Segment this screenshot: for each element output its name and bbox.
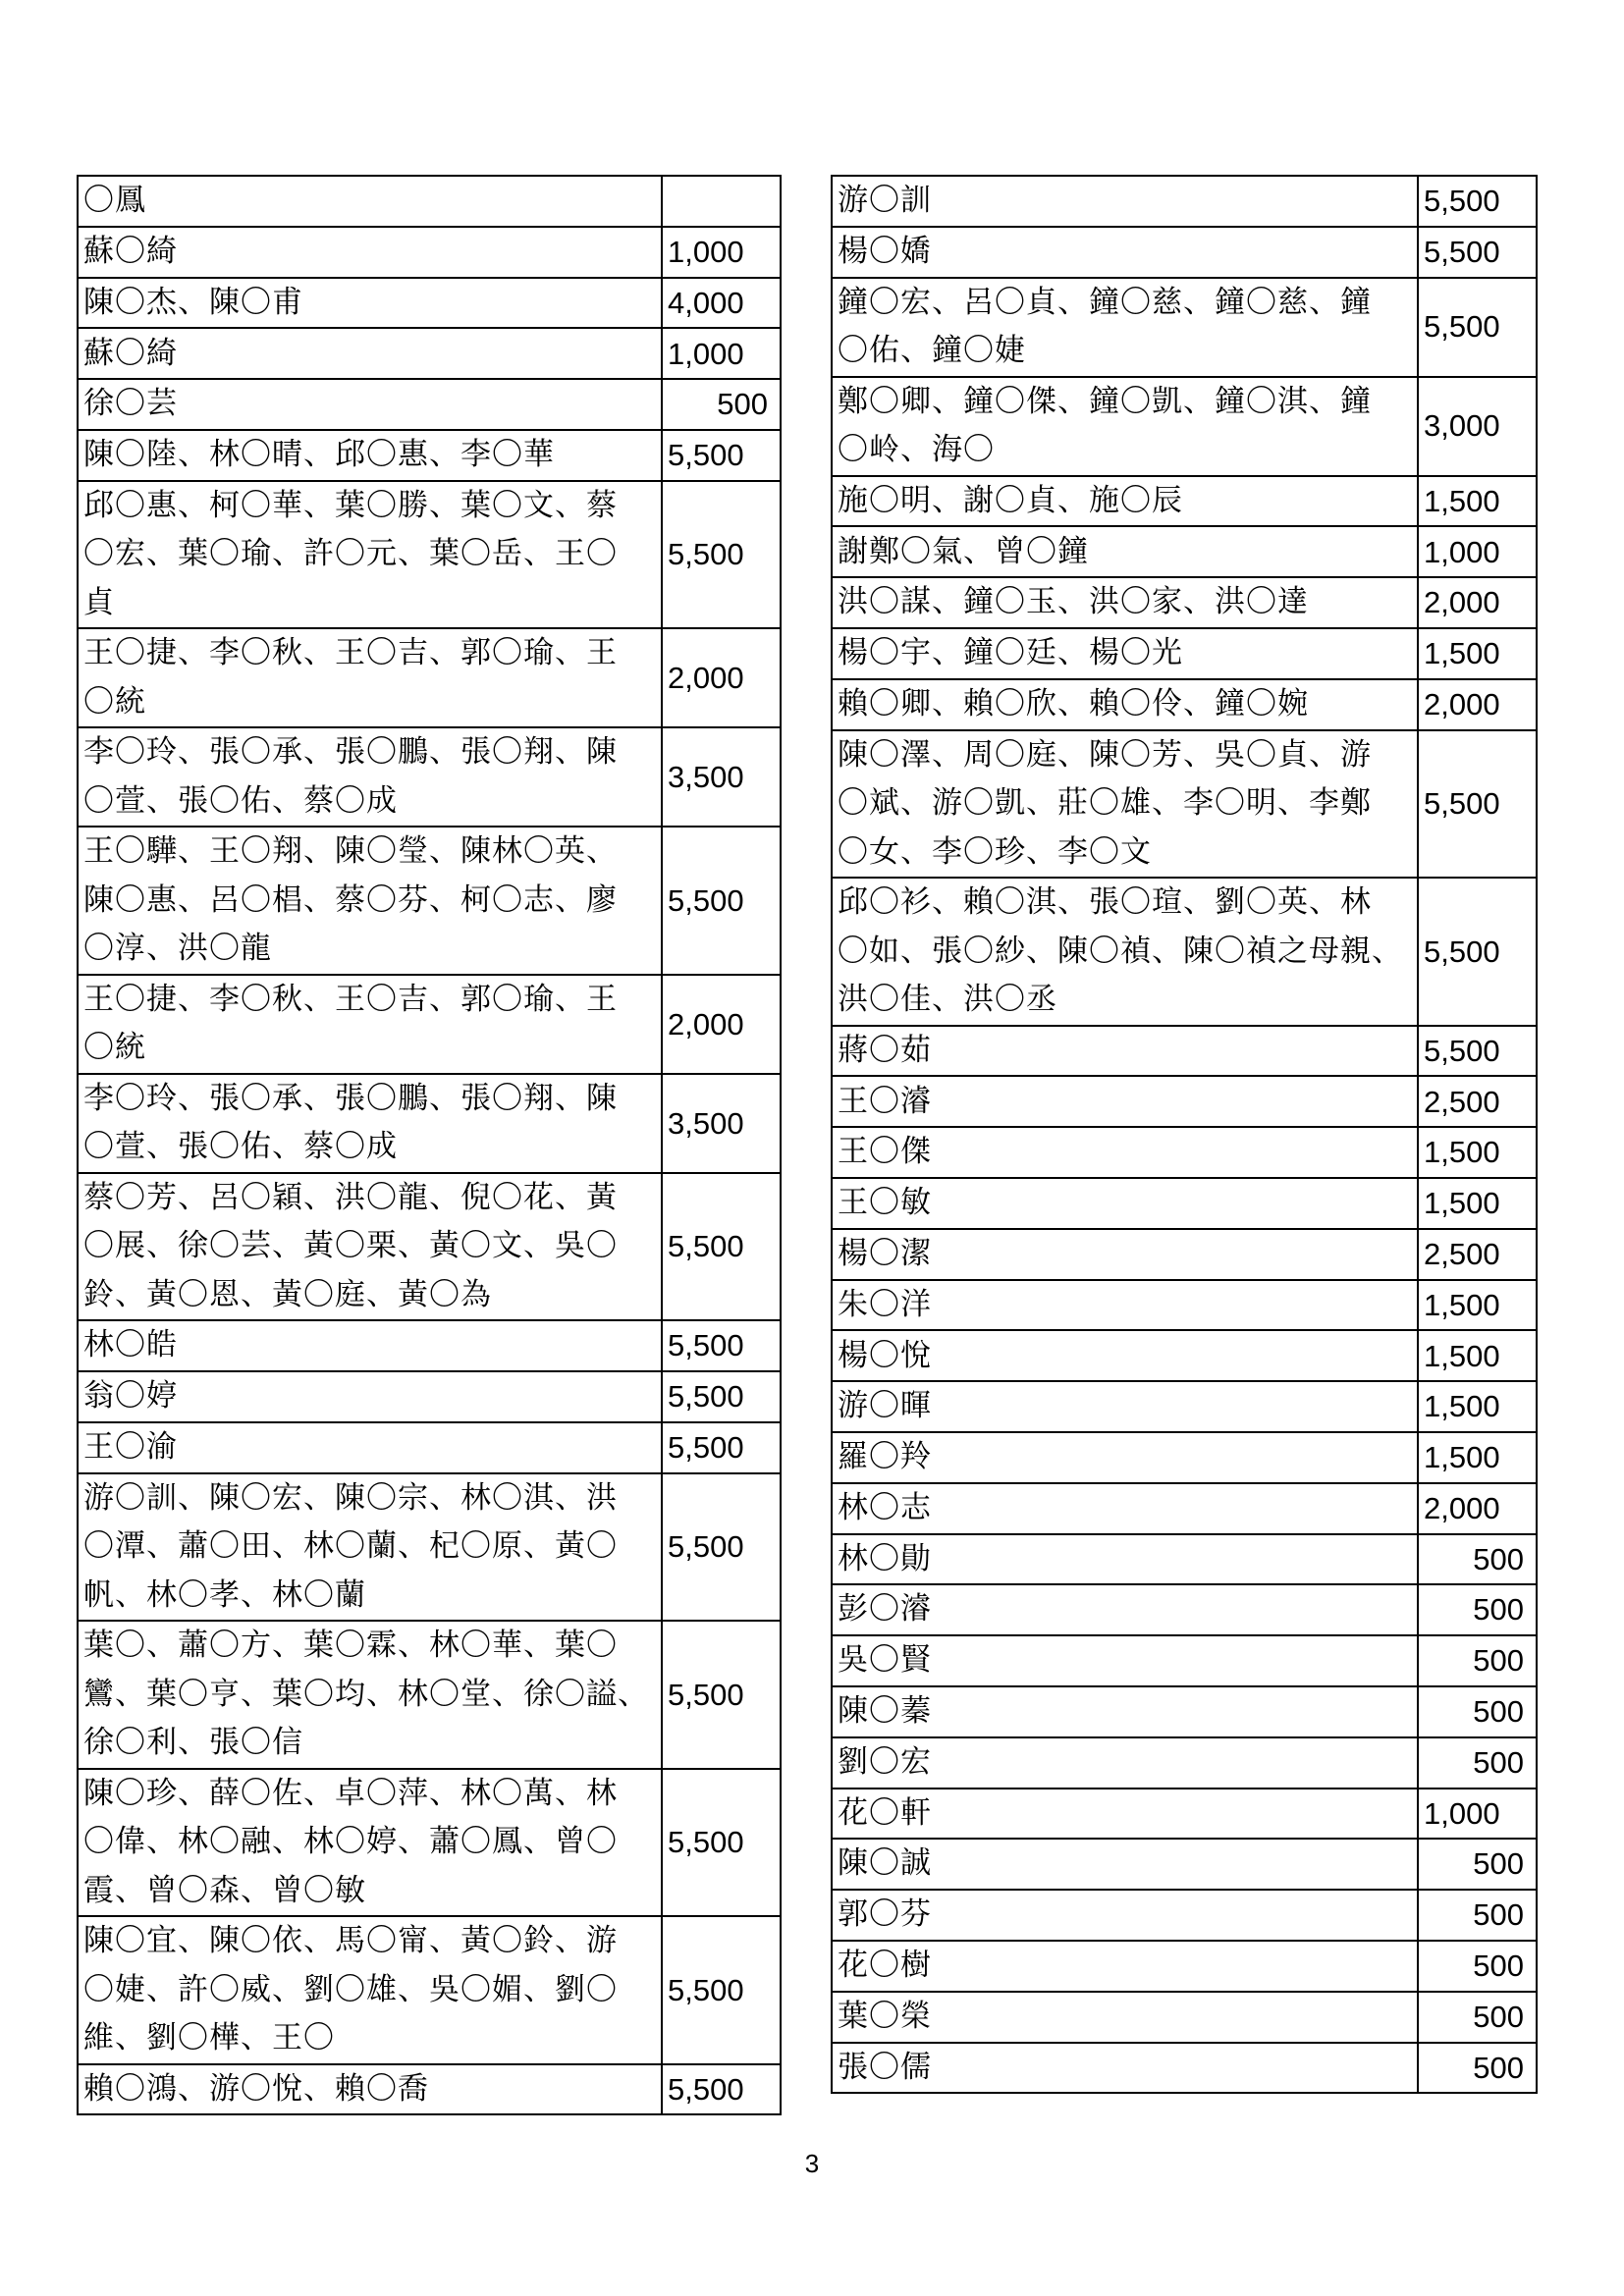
- table-row: [832, 476, 1537, 527]
- donation-amount: 5,500: [1418, 176, 1537, 227]
- table-row: [78, 430, 781, 481]
- donation-amount: [662, 176, 781, 227]
- donor-names: 郭〇芬: [832, 1890, 1418, 1941]
- table-row: [832, 1432, 1537, 1483]
- table-row: [78, 628, 781, 727]
- donation-amount: 3,000: [1418, 377, 1537, 476]
- donor-names: 陳〇誠: [832, 1839, 1418, 1890]
- donor-names: 徐〇芸: [78, 379, 662, 430]
- donation-amount: 2,500: [1418, 1229, 1537, 1280]
- donation-amount: 5,500: [662, 827, 781, 975]
- donor-names: 王〇傑: [832, 1127, 1418, 1178]
- donation-amount: 5,500: [1418, 878, 1537, 1026]
- donor-names: 洪〇謀、鐘〇玉、洪〇家、洪〇達: [832, 577, 1418, 628]
- donation-amount: 5,500: [662, 1422, 781, 1473]
- donor-names: 翁〇婷: [78, 1371, 662, 1422]
- table-row: [78, 1916, 781, 2064]
- table-row: [78, 227, 781, 278]
- table-row: [78, 727, 781, 827]
- table-row: [832, 1381, 1537, 1432]
- donation-amount: 2,000: [1418, 577, 1537, 628]
- donor-names: 楊〇宇、鐘〇廷、楊〇光: [832, 628, 1418, 679]
- donation-amount: 4,000: [662, 278, 781, 329]
- table-row: [832, 1839, 1537, 1890]
- donation-amount: 1,500: [1418, 1330, 1537, 1381]
- donation-amount: 5,500: [662, 2064, 781, 2115]
- donation-amount: 1,000: [1418, 526, 1537, 577]
- donor-names: 朱〇洋: [832, 1280, 1418, 1331]
- donation-amount: 2,000: [1418, 1483, 1537, 1534]
- table-row: [78, 1074, 781, 1173]
- donor-names: 游〇訓、陳〇宏、陳〇宗、林〇淇、洪 〇潭、蕭〇田、林〇蘭、杞〇原、黃〇 帆、林〇孝、林〇蘭: [78, 1473, 662, 1622]
- donor-names: 王〇敏: [832, 1178, 1418, 1229]
- donor-names: 劉〇宏: [832, 1737, 1418, 1789]
- table-row: [832, 278, 1537, 377]
- table-row: [832, 377, 1537, 476]
- donation-amount: 500: [1418, 1839, 1537, 1890]
- donation-amount: 5,500: [662, 481, 781, 629]
- donation-amount: 500: [1418, 1584, 1537, 1635]
- donor-names: 王〇濬: [832, 1076, 1418, 1127]
- donation-amount: 500: [1418, 1992, 1537, 2043]
- donor-table-left-body: [78, 176, 781, 2114]
- donor-names: 林〇志: [832, 1483, 1418, 1534]
- donation-amount: 2,000: [662, 628, 781, 727]
- table-row: [832, 730, 1537, 879]
- donation-amount: 1,500: [1418, 476, 1537, 527]
- donation-amount: 1,000: [1418, 1789, 1537, 1840]
- donor-names: 羅〇羚: [832, 1432, 1418, 1483]
- table-row: [832, 1483, 1537, 1534]
- donor-names: 王〇捷、李〇秋、王〇吉、郭〇瑜、王 〇統: [78, 628, 662, 727]
- table-row: [78, 827, 781, 975]
- table-row: [832, 679, 1537, 730]
- donor-names: 蔣〇茹: [832, 1026, 1418, 1077]
- donation-amount: 500: [1418, 1686, 1537, 1737]
- donation-amount: 1,500: [1418, 628, 1537, 679]
- table-row: [78, 1422, 781, 1473]
- donor-names: 陳〇珍、薛〇佐、卓〇萍、林〇萬、林 〇偉、林〇融、林〇婷、蕭〇鳳、曾〇 霞、曾〇森、曾〇敏: [78, 1769, 662, 1917]
- donor-names: 王〇驊、王〇翔、陳〇瑩、陳林〇英、 陳〇惠、呂〇椙、蔡〇芬、柯〇志、廖 〇淳、洪〇龍: [78, 827, 662, 975]
- table-row: [832, 227, 1537, 278]
- donor-names: 林〇皓: [78, 1320, 662, 1371]
- donor-table-left: [77, 175, 782, 2115]
- donor-table-right: [831, 175, 1538, 2094]
- table-row: [832, 577, 1537, 628]
- donation-amount: 3,500: [662, 1074, 781, 1173]
- donation-amount: 1,500: [1418, 1178, 1537, 1229]
- donation-amount: 5,500: [662, 1621, 781, 1769]
- table-row: [832, 1992, 1537, 2043]
- donation-amount: 5,500: [662, 430, 781, 481]
- donation-amount: 2,000: [1418, 679, 1537, 730]
- donation-amount: 500: [662, 379, 781, 430]
- donor-names: 游〇暉: [832, 1381, 1418, 1432]
- donor-names: 彭〇濬: [832, 1584, 1418, 1635]
- donation-amount: 5,500: [1418, 227, 1537, 278]
- donor-names: 李〇玲、張〇承、張〇鵬、張〇翔、陳 〇萱、張〇佑、蔡〇成: [78, 1074, 662, 1173]
- donor-names: 蘇〇綺: [78, 227, 662, 278]
- table-row: [78, 1173, 781, 1321]
- donor-names: 陳〇杰、陳〇甫: [78, 278, 662, 329]
- donor-names: 葉〇、蕭〇方、葉〇霖、林〇華、葉〇 鸞、葉〇亨、葉〇均、林〇堂、徐〇謚、 徐〇利、張〇信: [78, 1621, 662, 1769]
- donor-names: 吳〇賢: [832, 1635, 1418, 1686]
- table-row: [832, 628, 1537, 679]
- donor-names: 楊〇嬌: [832, 227, 1418, 278]
- donation-amount: 500: [1418, 1635, 1537, 1686]
- table-row: [832, 1026, 1537, 1077]
- donor-names: 林〇勛: [832, 1534, 1418, 1585]
- table-row: [832, 1789, 1537, 1840]
- donation-amount: 3,500: [662, 727, 781, 827]
- donor-names: 邱〇衫、賴〇淇、張〇瑄、劉〇英、林 〇如、張〇紗、陳〇禎、陳〇禎之母親、 洪〇佳、洪〇丞: [832, 878, 1418, 1026]
- table-row: [78, 379, 781, 430]
- donation-amount: 5,500: [662, 1173, 781, 1321]
- table-row: [78, 1621, 781, 1769]
- table-row: [832, 1635, 1537, 1686]
- donor-names: 楊〇悅: [832, 1330, 1418, 1381]
- donation-amount: 2,500: [1418, 1076, 1537, 1127]
- donor-names: 花〇軒: [832, 1789, 1418, 1840]
- donor-names: 陳〇澤、周〇庭、陳〇芳、吳〇貞、游 〇斌、游〇凱、莊〇雄、李〇明、李鄭 〇女、李〇珍、李〇文: [832, 730, 1418, 879]
- donation-amount: 5,500: [1418, 730, 1537, 879]
- table-row: [832, 1280, 1537, 1331]
- table-row: [78, 481, 781, 629]
- donor-names: 鐘〇宏、呂〇貞、鐘〇慈、鐘〇慈、鐘 〇佑、鐘〇婕: [832, 278, 1418, 377]
- donation-amount: 5,500: [662, 1320, 781, 1371]
- table-row: [78, 1371, 781, 1422]
- table-row: [832, 1076, 1537, 1127]
- donor-names: 李〇玲、張〇承、張〇鵬、張〇翔、陳 〇萱、張〇佑、蔡〇成: [78, 727, 662, 827]
- table-row: [78, 1320, 781, 1371]
- donor-names: 陳〇宜、陳〇依、馬〇甯、黃〇鈴、游 〇婕、許〇威、劉〇雄、吳〇媚、劉〇 維、劉〇樺、王〇: [78, 1916, 662, 2064]
- table-row: [832, 1534, 1537, 1585]
- donation-amount: 1,000: [662, 227, 781, 278]
- donor-names: 葉〇榮: [832, 1992, 1418, 2043]
- donor-names: 施〇明、謝〇貞、施〇辰: [832, 476, 1418, 527]
- donation-amount: 1,500: [1418, 1432, 1537, 1483]
- donation-amount: 5,500: [662, 1916, 781, 2064]
- donor-names: 張〇儒: [832, 2043, 1418, 2094]
- donor-names: 王〇渝: [78, 1422, 662, 1473]
- donor-names: 花〇樹: [832, 1941, 1418, 1992]
- donor-names: 賴〇卿、賴〇欣、賴〇伶、鐘〇婉: [832, 679, 1418, 730]
- table-row: [78, 1473, 781, 1622]
- donor-names: 陳〇蓁: [832, 1686, 1418, 1737]
- donation-amount: 500: [1418, 1737, 1537, 1789]
- table-row: [832, 526, 1537, 577]
- donor-names: 邱〇惠、柯〇華、葉〇勝、葉〇文、蔡 〇宏、葉〇瑜、許〇元、葉〇岳、王〇 貞: [78, 481, 662, 629]
- donation-amount: 500: [1418, 2043, 1537, 2094]
- donation-amount: 1,500: [1418, 1127, 1537, 1178]
- donation-amount: 1,500: [1418, 1381, 1537, 1432]
- donation-amount: 500: [1418, 1534, 1537, 1585]
- donor-names: 謝鄭〇氣、曾〇鐘: [832, 526, 1418, 577]
- donation-amount: 2,000: [662, 975, 781, 1074]
- donor-names: 鄭〇卿、鐘〇傑、鐘〇凱、鐘〇淇、鐘 〇岭、海〇: [832, 377, 1418, 476]
- page-number: 3: [804, 2149, 820, 2178]
- table-row: [832, 878, 1537, 1026]
- donor-names: 蔡〇芳、呂〇穎、洪〇龍、倪〇花、黃 〇展、徐〇芸、黃〇栗、黃〇文、吳〇 鈴、黃〇恩、黃〇庭、黃〇為: [78, 1173, 662, 1321]
- donation-amount: 5,500: [662, 1371, 781, 1422]
- donation-amount: 500: [1418, 1941, 1537, 1992]
- donation-amount: 1,000: [662, 328, 781, 379]
- table-row: [832, 1941, 1537, 1992]
- table-row: [78, 2064, 781, 2115]
- donation-amount: 5,500: [1418, 278, 1537, 377]
- donation-amount: 5,500: [1418, 1026, 1537, 1077]
- donor-names: 賴〇鴻、游〇悅、賴〇喬: [78, 2064, 662, 2115]
- table-row: [832, 1737, 1537, 1789]
- donor-names: 游〇訓: [832, 176, 1418, 227]
- table-row: [78, 1769, 781, 1917]
- table-row: [78, 975, 781, 1074]
- donation-amount: 5,500: [662, 1769, 781, 1917]
- donor-names: 楊〇潔: [832, 1229, 1418, 1280]
- table-row: [78, 328, 781, 379]
- donor-names: 蘇〇綺: [78, 328, 662, 379]
- table-row: [832, 1890, 1537, 1941]
- donor-table-right-body: [832, 176, 1537, 2093]
- donation-amount: 500: [1418, 1890, 1537, 1941]
- donation-amount: 5,500: [662, 1473, 781, 1622]
- table-row: [78, 176, 781, 227]
- donor-names: 王〇捷、李〇秋、王〇吉、郭〇瑜、王 〇統: [78, 975, 662, 1074]
- table-row: [832, 1127, 1537, 1178]
- donor-names: 〇鳳: [78, 176, 662, 227]
- table-row: [832, 176, 1537, 227]
- table-row: [832, 1686, 1537, 1737]
- donor-names: 陳〇陸、林〇晴、邱〇惠、李〇華: [78, 430, 662, 481]
- table-row: [78, 278, 781, 329]
- table-row: [832, 1584, 1537, 1635]
- table-row: [832, 2043, 1537, 2094]
- table-row: [832, 1229, 1537, 1280]
- donation-amount: 1,500: [1418, 1280, 1537, 1331]
- table-row: [832, 1178, 1537, 1229]
- table-row: [832, 1330, 1537, 1381]
